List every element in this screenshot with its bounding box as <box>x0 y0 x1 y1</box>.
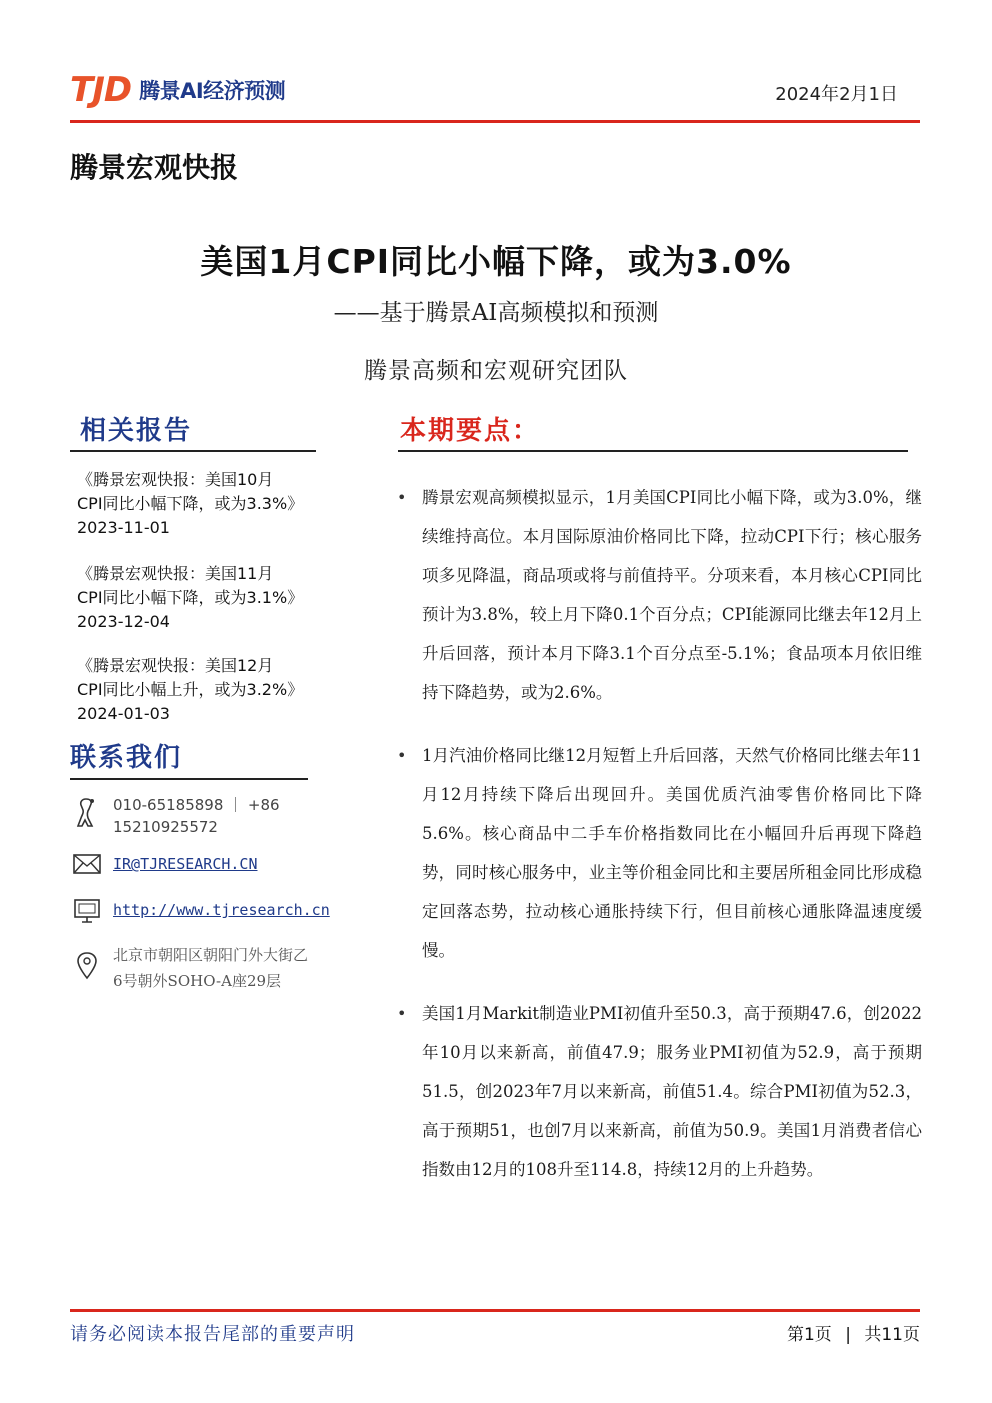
key-point: • 美国1月Markit制造业PMI初值升至50.3，高于预期47.6，创2022年10月以来新高，前值47.9；服务业PMI初值为52.9，高于预期51.5，创2023年7月以来新高，前值51.4。综合PMI初值为52.3，高于预期51，也创7月以来新高，前值为50.9。美国1月消费者信心指数由12月的108升至114.8，持续12月的上升趋势。 <box>397 994 922 1189</box>
related-report-item[interactable] <box>77 654 327 726</box>
report-title: 美国1月CPI同比小幅下降，或为3.0% <box>200 242 792 281</box>
related-report-date: 2024-01-03 <box>77 704 170 723</box>
location-icon <box>72 950 102 980</box>
email-address: IR@TJRESEARCH.CN <box>113 855 258 873</box>
report-subtitle: ——基于腾景AI高频模拟和预测 <box>333 300 659 326</box>
related-report-item[interactable] <box>77 562 327 634</box>
related-report-title: 《腾景宏观快报：美国11月 <box>77 564 274 583</box>
page-indicator <box>787 1320 920 1345</box>
logo-mark: TJD <box>70 70 132 110</box>
related-divider <box>70 450 316 452</box>
address-line-1: 北京市朝阳区朝阳门外大街乙 <box>113 946 309 964</box>
contact-heading: 联系我们 <box>70 743 183 773</box>
key-points-divider <box>398 450 908 452</box>
report-date: 2024年2月1日 <box>775 84 898 105</box>
mail-icon <box>72 852 102 882</box>
key-point: • 1月汽油价格同比继12月短暂上升后回落，天然气价格同比继去年11月12月持续下降后出现回升。美国优质汽油零售价格同比下降5.6%。核心商品中二手车价格指数同比在小幅回升后再现下降趋势，同时核心服务中，业主等价租金同比和主要居所租金同比形成稳定回落态势，拉动核心通胀持续下行，但目前核心通胀降温速度缓慢。 <box>397 736 922 970</box>
key-point: • 腾景宏观高频模拟显示，1月美国CPI同比小幅下降，或为3.0%，继续维持高位。本月国际原油价格同比下降，拉动CPI下行；核心服务项多见降温，商品项或将与前值持平。分项来看，本月核心CPI同比预计为3.8%，较上月下降0.1个百分点；CPI能源同比继去年12月上升后回落，预计本月下降3.1个百分点至-5.1%；食品项本月依旧维持下降趋势，或为2.6%。 <box>397 478 922 712</box>
current-page: 第1页 <box>786 1325 832 1345</box>
total-pages: 共11页 <box>864 1325 920 1345</box>
related-reports-heading: 相关报告 <box>80 416 193 446</box>
email-link[interactable] <box>113 853 258 875</box>
key-points-list <box>397 478 922 1213</box>
related-report-title-cont: CPI同比小幅下降，或为3.3%》 <box>77 494 304 513</box>
logo-text: 腾景AI经济预测 <box>139 79 286 103</box>
related-report-title: 《腾景宏观快报：美国10月 <box>77 470 274 489</box>
address <box>113 942 308 994</box>
header-divider <box>70 120 920 123</box>
phone-icon <box>72 796 102 826</box>
phone-number[interactable] <box>113 794 280 838</box>
series-name: 腾景宏观快报 <box>70 151 239 184</box>
address-line-2: 6号朝外SOHO-A座29层 <box>113 972 282 990</box>
page-separator: | <box>845 1325 851 1345</box>
related-report-date: 2023-11-01 <box>77 518 170 537</box>
website-url: http://www.tjresearch.cn <box>113 901 330 919</box>
author-team: 腾景高频和宏观研究团队 <box>364 358 628 384</box>
related-report-title-cont: CPI同比小幅上升，或为3.2%》 <box>77 680 304 699</box>
disclaimer-notice: 请务必阅读本报告尾部的重要声明 <box>70 1324 355 1345</box>
footer-divider <box>70 1309 920 1312</box>
brand-logo <box>70 72 285 108</box>
web-icon <box>72 898 102 928</box>
phone-line-2: 15210925572 <box>113 818 218 836</box>
contact-divider <box>70 778 308 780</box>
related-report-date: 2023-12-04 <box>77 612 170 631</box>
related-report-item[interactable] <box>77 468 327 540</box>
phone-line-1: 010-65185898 ｜ +86 <box>113 796 280 814</box>
related-report-title: 《腾景宏观快报：美国12月 <box>77 656 274 675</box>
related-report-title-cont: CPI同比小幅下降，或为3.1%》 <box>77 588 304 607</box>
key-points-heading: 本期要点： <box>400 416 541 446</box>
website-link[interactable] <box>113 899 330 921</box>
